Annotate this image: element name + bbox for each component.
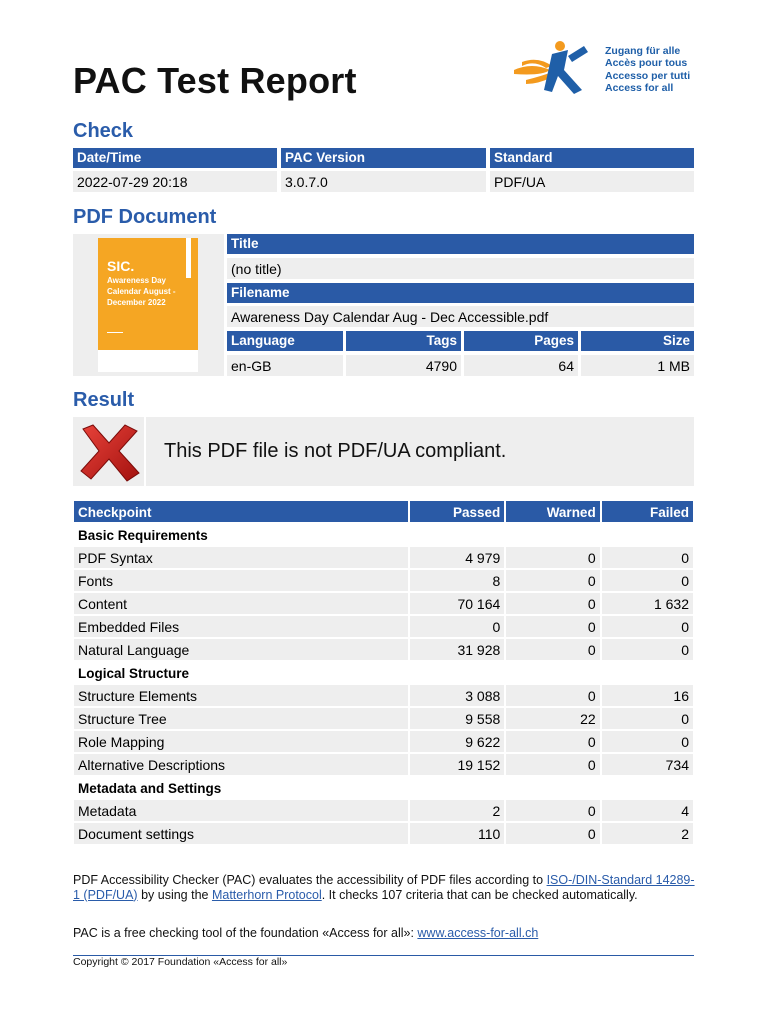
logo-line-en: Access for all xyxy=(605,82,674,95)
check-header-standard: Standard xyxy=(490,148,694,168)
checkpoint-name: Embedded Files xyxy=(74,616,408,637)
passed-count: 3 088 xyxy=(410,685,504,706)
warned-count: 0 xyxy=(506,570,599,591)
warned-count: 0 xyxy=(506,731,599,752)
language-label: Language xyxy=(227,331,343,351)
access-for-all-logo xyxy=(512,40,696,98)
table-row xyxy=(74,731,693,752)
matterhorn-protocol-link[interactable]: Matterhorn Protocol xyxy=(211,887,322,902)
failed-count: 0 xyxy=(602,639,693,660)
check-header-datetime: Date/Time xyxy=(73,148,277,168)
cover-title: Awareness Day Calendar August - December 2022 xyxy=(107,276,176,307)
warned-count: 0 xyxy=(506,547,599,568)
table-row xyxy=(74,547,693,568)
checkpoint-name: Fonts xyxy=(74,570,408,591)
table-row xyxy=(74,685,693,706)
filename-value: Awareness Day Calendar Aug - Dec Accessible.pdf xyxy=(227,306,694,327)
warned-count: 0 xyxy=(506,823,599,844)
table-row xyxy=(74,593,693,614)
warned-count: 0 xyxy=(506,593,599,614)
checkpoint-name: Document settings xyxy=(74,823,408,844)
filename-label: Filename xyxy=(227,283,694,303)
size-label: Size xyxy=(581,331,694,351)
failed-count: 0 xyxy=(602,708,693,729)
pdf-document-heading: PDF Document xyxy=(73,206,217,228)
failed-count: 2 xyxy=(602,823,693,844)
section-row-basic-requirements xyxy=(74,524,693,545)
passed-count: 19 152 xyxy=(410,754,504,775)
footer-description xyxy=(73,873,695,902)
pages-label: Pages xyxy=(464,331,578,351)
result-message-box xyxy=(146,417,694,486)
result-heading: Result xyxy=(73,389,135,411)
logo-line-fr: Accès pour tous xyxy=(605,57,688,70)
page-title: PAC Test Report xyxy=(73,60,357,101)
pages-value: 64 xyxy=(464,355,578,376)
warned-count: 0 xyxy=(506,800,599,821)
check-pac-version-value: 3.0.7.0 xyxy=(281,171,486,192)
section-row-logical-structure xyxy=(74,662,693,683)
access-for-all-logo-mark xyxy=(512,40,604,98)
check-heading: Check xyxy=(73,120,134,142)
passed-count: 31 928 xyxy=(410,639,504,660)
passed-count: 110 xyxy=(410,823,504,844)
checkpoint-name: Metadata xyxy=(74,800,408,821)
copyright: Copyright © 2017 Foundation «Access for all» xyxy=(73,956,288,968)
logo-line-de: Zugang für alle xyxy=(605,45,681,57)
table-row xyxy=(74,616,693,637)
passed-count: 8 xyxy=(410,570,504,591)
failed-header: Failed xyxy=(602,501,693,522)
passed-header: Passed xyxy=(410,501,504,522)
title-value: (no title) xyxy=(227,258,694,279)
logo-line-it: Accesso per tutti xyxy=(605,69,691,82)
result-message: This PDF file is not PDF/UA compliant. xyxy=(164,440,507,462)
section-row-metadata-and-settings xyxy=(74,777,693,798)
checkpoint-name: Alternative Descriptions xyxy=(74,754,408,775)
passed-count: 2 xyxy=(410,800,504,821)
language-value: en-GB xyxy=(227,355,343,376)
checkpoint-header: Checkpoint xyxy=(74,501,408,522)
access-for-all-link[interactable]: www.access-for-all.ch xyxy=(417,926,539,940)
footer-text: by using the xyxy=(137,887,212,902)
failed-count: 0 xyxy=(602,570,693,591)
passed-count: 70 164 xyxy=(410,593,504,614)
result-icon-box xyxy=(73,417,144,486)
check-standard-value: PDF/UA xyxy=(490,171,694,192)
check-header-pac-version: PAC Version xyxy=(281,148,486,168)
warned-count: 0 xyxy=(506,616,599,637)
warned-header: Warned xyxy=(506,501,599,522)
failed-count: 0 xyxy=(602,616,693,637)
tags-label: Tags xyxy=(346,331,461,351)
passed-count: 9 622 xyxy=(410,731,504,752)
checkpoint-name: Role Mapping xyxy=(74,731,408,752)
document-cover-image xyxy=(98,238,198,372)
failed-count: 0 xyxy=(602,731,693,752)
table-row xyxy=(74,570,693,591)
table-row xyxy=(74,800,693,821)
passed-count: 0 xyxy=(410,616,504,637)
table-row xyxy=(74,754,693,775)
table-row xyxy=(74,823,693,844)
failed-count: 4 xyxy=(602,800,693,821)
section-title: Logical Structure xyxy=(74,662,693,683)
size-value: 1 MB xyxy=(581,355,694,376)
footer-text: PDF Accessibility Checker (PAC) evaluates the accessibility of PDF files according to xyxy=(73,873,547,887)
footer-text: . It checks 107 criteria that can be checked automatically. xyxy=(321,887,638,902)
checkpoint-name: Content xyxy=(74,593,408,614)
checkpoint-table xyxy=(72,499,695,846)
warned-count: 0 xyxy=(506,639,599,660)
iso-standard-link[interactable]: ISO-/DIN-Standard 14289-1 (PDF/UA) xyxy=(73,873,695,902)
failed-count: 0 xyxy=(602,547,693,568)
checkpoint-header-row xyxy=(74,501,693,522)
checkpoint-name: Natural Language xyxy=(74,639,408,660)
footer-foundation-note xyxy=(73,926,695,941)
checkpoint-name: Structure Elements xyxy=(74,685,408,706)
checkpoint-name: Structure Tree xyxy=(74,708,408,729)
tags-value: 4790 xyxy=(346,355,461,376)
passed-count: 9 558 xyxy=(410,708,504,729)
footer-text: PAC is a free checking tool of the foundation «Access for all»: xyxy=(73,926,418,940)
warned-count: 22 xyxy=(506,708,599,729)
logo-text xyxy=(605,45,696,95)
red-x-icon xyxy=(73,417,144,486)
cover-brand: SIC. xyxy=(107,258,135,274)
passed-count: 4 979 xyxy=(410,547,504,568)
document-thumbnail xyxy=(73,234,224,376)
failed-count: 16 xyxy=(602,685,693,706)
title-label: Title xyxy=(227,234,694,254)
section-title: Basic Requirements xyxy=(74,524,693,545)
failed-count: 734 xyxy=(602,754,693,775)
table-row xyxy=(74,639,693,660)
warned-count: 0 xyxy=(506,685,599,706)
checkpoint-name: PDF Syntax xyxy=(74,547,408,568)
section-title: Metadata and Settings xyxy=(74,777,693,798)
table-row xyxy=(74,708,693,729)
warned-count: 0 xyxy=(506,754,599,775)
failed-count: 1 632 xyxy=(602,593,693,614)
check-datetime-value: 2022-07-29 20:18 xyxy=(73,171,277,192)
